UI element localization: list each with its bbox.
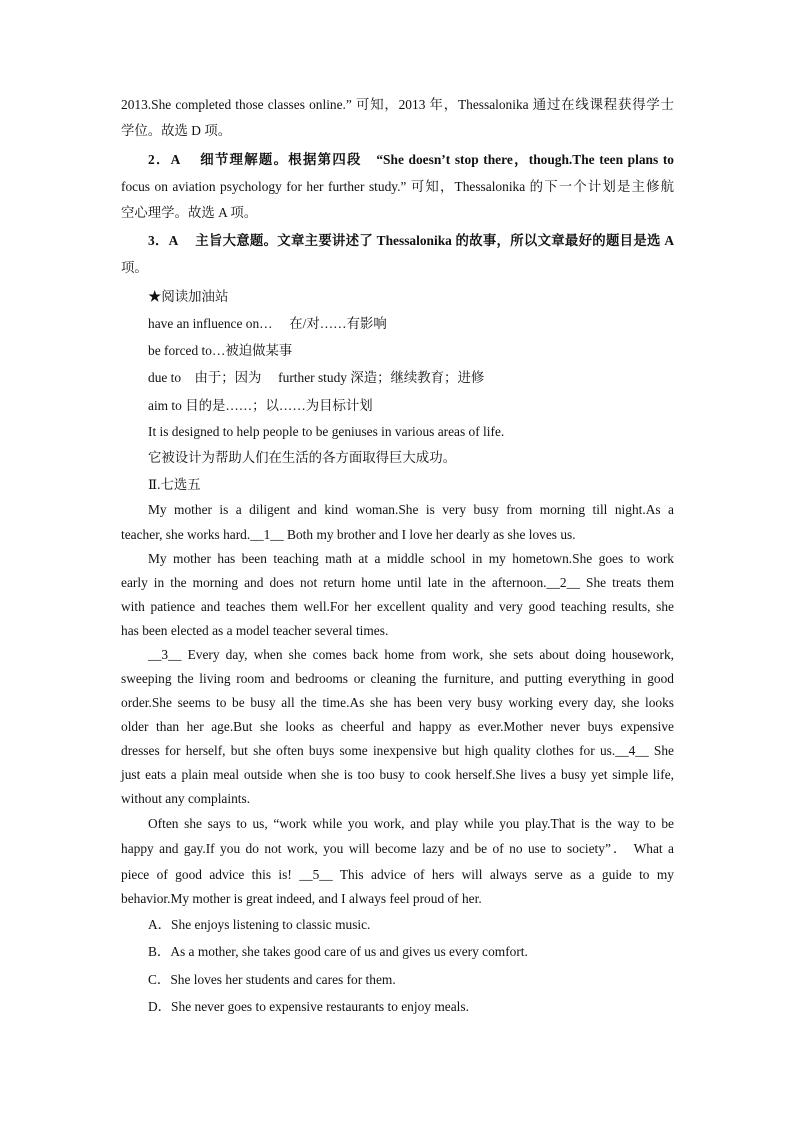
passage-line-16: piece of good advice this is! __5__ This advice of hers will always serve as a guide to my	[121, 867, 674, 882]
answer-2-line-2: focus on aviation psychology for her further study.” 可知，Thessalonika 的下一个计划是主修航	[121, 179, 674, 194]
passage-line-14: Often she says to us, “work while you work, and play while you play.That is the way to be	[148, 816, 674, 831]
option-c: C．She loves her students and cares for them.	[148, 972, 396, 987]
answer-2-line-3: 空心理学。故选 A 项。	[121, 205, 258, 220]
answer-1-line-1: 2013.She completed those classes online.” 可知，2013 年，Thessalonika 通过在线课程获得学士	[121, 97, 674, 112]
reading-item-6: 它被设计为帮助人们在生活的各方面取得巨大成功。	[148, 450, 456, 465]
passage-line-13: without any complaints.	[121, 791, 251, 806]
passage-line-4: early in the morning and does not return home until late in the afternoon.__2__ She treats them	[121, 575, 674, 590]
option-a: A．She enjoys listening to classic music.	[148, 917, 371, 932]
passage-line-15: happy and gay.If you do not work, you will become lazy and be of no use to society”． What a	[121, 841, 674, 856]
reading-item-3: due to 由于；因为 further study 深造；继续教育；进修	[148, 370, 485, 385]
passage-line-8: sweeping the living room and bedrooms or cleaning the furniture, and putting everything in good	[121, 671, 674, 686]
passage-line-5: with patience and teaches them well.For her excellent quality and very good teaching results, she	[121, 599, 674, 614]
reading-item-5: It is designed to help people to be geniuses in various areas of life.	[148, 424, 505, 439]
passage-line-11: dresses for herself, but she often buys some inexpensive but high quality clothes for us.__4__ She	[121, 743, 674, 758]
passage-line-2: teacher, she works hard.__1__ Both my brother and I love her dearly as she loves us.	[121, 527, 576, 542]
section-title: Ⅱ.七选五	[148, 477, 201, 492]
answer-3-line-2: 项。	[121, 260, 148, 275]
passage-line-6: has been elected as a model teacher several times.	[121, 623, 389, 638]
passage-line-12: just eats a plain meal outside when she is too busy to cook herself.She lives a busy yet simple life,	[121, 767, 674, 782]
answer-1-line-2: 学位。故选 D 项。	[121, 123, 232, 138]
reading-item-1: have an influence on… 在/对……有影响	[148, 316, 387, 331]
passage-line-3: My mother has been teaching math at a middle school in my hometown.She goes to work	[148, 551, 674, 566]
answer-3-line-1: 3．A 主旨大意题。文章主要讲述了 Thessalonika 的故事，所以文章最好的题目是选 A	[148, 233, 674, 248]
reading-item-2: be forced to…被迫做某事	[148, 343, 293, 358]
passage-line-7: __3__ Every day, when she comes back home from work, she sets about doing housework,	[148, 647, 674, 662]
passage-line-10: older than her age.But she looks as cheerful and happy as ever.Mother never buys expensive	[121, 719, 674, 734]
passage-line-9: order.She seems to be busy all the time.As she has been very busy working every day, she looks	[121, 695, 674, 710]
passage-line-17: behavior.My mother is great indeed, and I always feel proud of her.	[121, 891, 482, 906]
answer-2-line-1: 2．A 细节理解题。根据第四段 “She doesn’t stop there，though.The teen plans to	[148, 152, 674, 167]
option-d: D．She never goes to expensive restaurants to enjoy meals.	[148, 999, 469, 1014]
passage-line-1: My mother is a diligent and kind woman.She is very busy from morning till night.As a	[148, 502, 674, 517]
reading-station-title: ★阅读加油站	[148, 289, 229, 304]
option-b: B．As a mother, she takes good care of us and gives us every comfort.	[148, 944, 528, 959]
reading-item-4: aim to 目的是……；以……为目标计划	[148, 398, 373, 413]
